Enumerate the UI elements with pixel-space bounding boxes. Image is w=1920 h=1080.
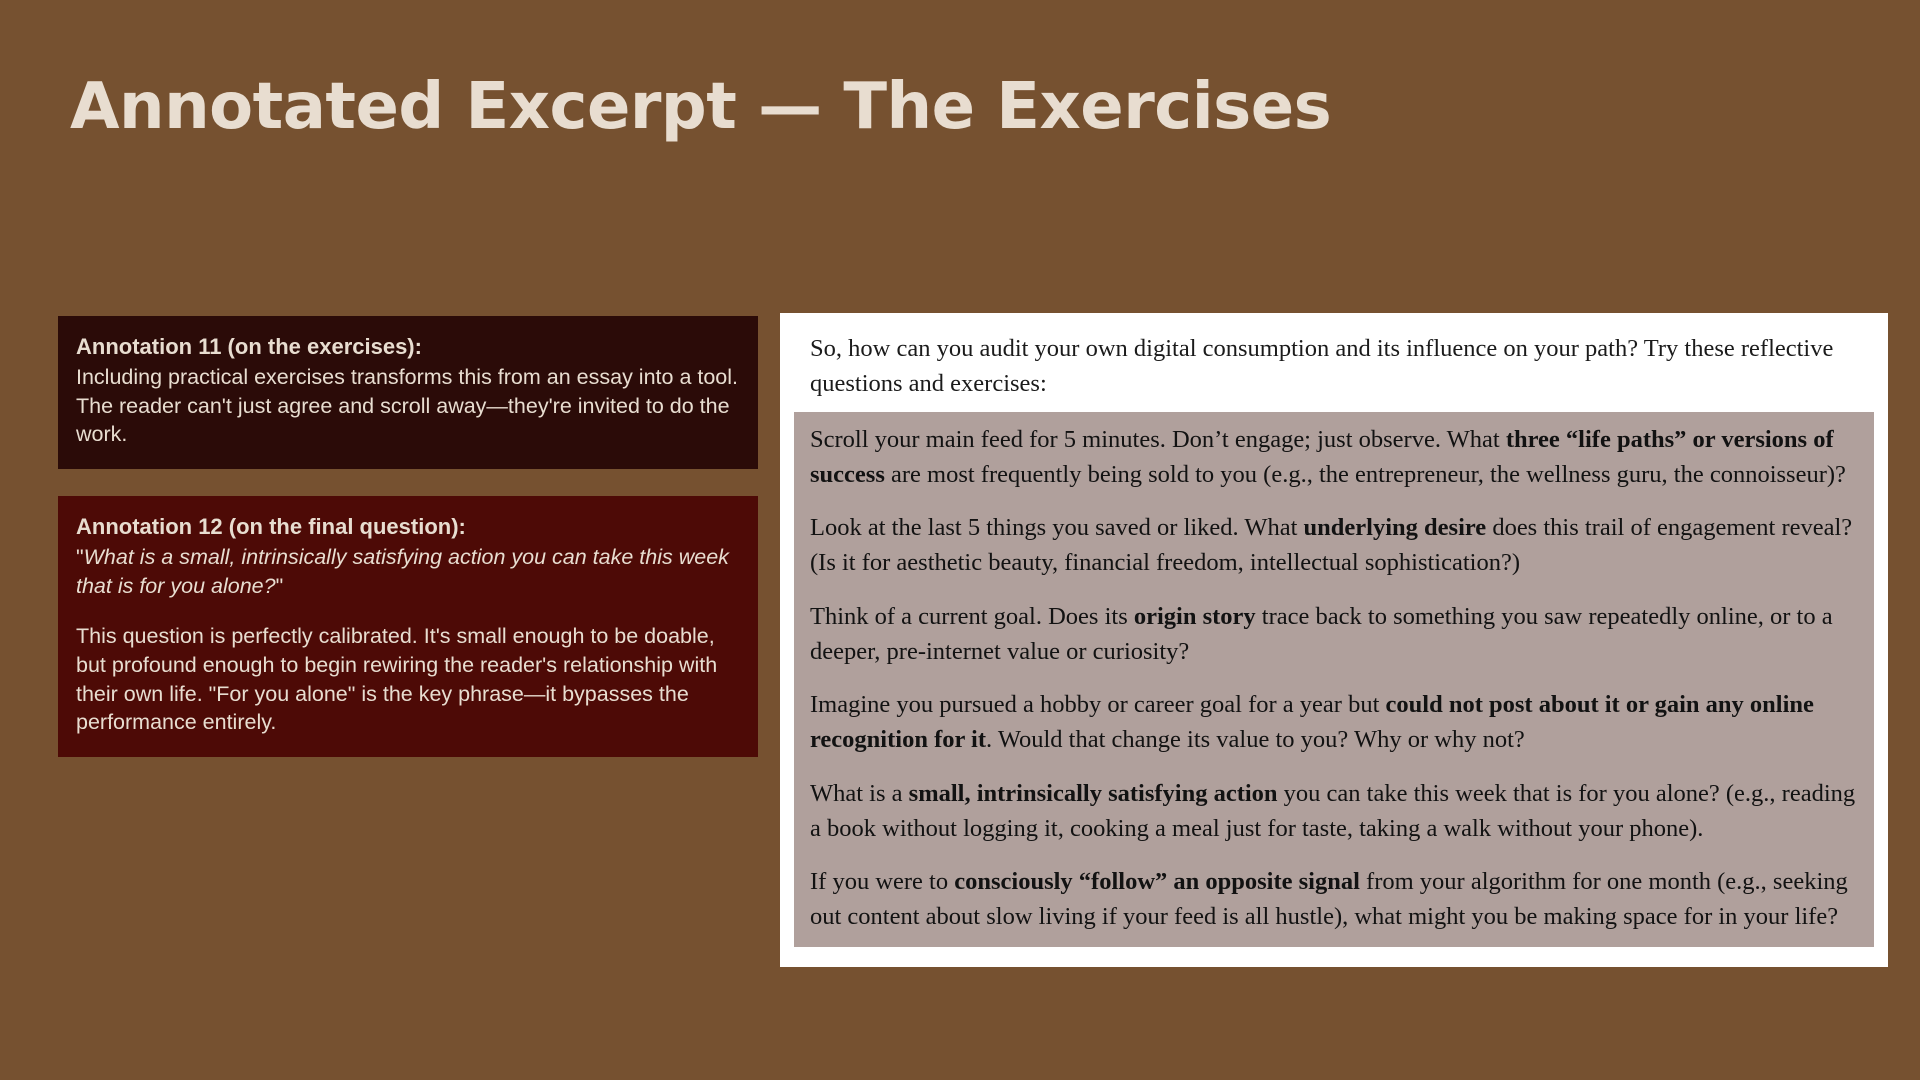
exercise-4-pre: Imagine you pursued a hobby or career goal for a year but <box>810 691 1386 719</box>
exercise-3-post: trace back to something you saw repeatedly online, or to a deeper, pre-internet value or curiosity? <box>810 602 1833 665</box>
exercise-2-post: does this trail of engagement reveal? (Is it for aesthetic beauty, financial freedom, intellectual sophistication?) <box>810 514 1853 577</box>
annotation-11-body: Including practical exercises transforms this from an essay into a tool. The reader can't just agree and scroll away—they're invited to do the work. <box>76 365 739 447</box>
document-panel[interactable] <box>780 313 1888 967</box>
annotation-12-quote-line <box>76 543 740 600</box>
page-title: Annotated Excerpt — The Exercises <box>70 70 1332 144</box>
annotation-12-title: Annotation 12 (on the final question): <box>76 514 466 540</box>
annotation-column <box>58 316 758 757</box>
exercise-item <box>810 599 1856 670</box>
annotation-card-12 <box>58 496 758 757</box>
annotation-11-title: Annotation 11 (on the exercises): <box>76 334 422 359</box>
annotation-12-body: This question is perfectly calibrated. It's small enough to be doable, but profound enough to begin rewiring the reader's relationship with their own life. "For you alone" is the key phrase—it bypasses the performance entirely. <box>76 624 718 735</box>
exercise-item <box>810 687 1856 758</box>
exercise-1-post: are most frequently being sold to you (e.g., the entrepreneur, the wellness guru, the connoisseur)? <box>884 460 1846 488</box>
exercise-3-pre: Think of a current goal. Does its <box>810 602 1134 630</box>
exercise-item <box>810 510 1856 581</box>
exercise-item <box>810 864 1856 935</box>
exercise-4-post: . Would that change its value to you? Why or why not? <box>986 726 1525 754</box>
annotation-12-quote-close: " <box>275 573 284 598</box>
annotation-12-spacer <box>76 600 740 622</box>
exercise-3-bold: origin story <box>1133 602 1256 630</box>
exercise-6-pre: If you were to <box>810 868 955 896</box>
exercise-5-bold: small, intrinsically satisfying action <box>908 779 1278 807</box>
document-highlighted-block <box>794 412 1874 947</box>
annotation-card-11 <box>58 316 758 469</box>
annotation-12-quote-open: " <box>76 545 84 570</box>
exercise-5-post: you can take this week that is for you alone? (e.g., reading a book without logging it, cooking a meal just for taste, taking a walk without your phone). <box>810 779 1856 842</box>
exercise-2-bold: underlying desire <box>1303 514 1487 542</box>
exercise-item <box>810 776 1856 847</box>
document-intro-paragraph: So, how can you audit your own digital consumption and its influence on your path? Try these reflective questions and exercises: <box>810 335 1834 398</box>
exercise-2-pre: Look at the last 5 things you saved or liked. What <box>810 514 1304 542</box>
annotation-12-quote: What is a small, intrinsically satisfying action you can take this week that is for you alone? <box>76 545 729 598</box>
exercise-5-pre: What is a <box>810 779 909 807</box>
exercise-1-pre: Scroll your main feed for 5 minutes. Don’t engage; just observe. What <box>810 425 1506 453</box>
exercise-1-bold: three “life paths” or versions of success <box>810 425 1834 488</box>
exercise-item <box>810 422 1856 493</box>
exercise-6-bold: consciously “follow” an opposite signal <box>954 868 1360 896</box>
exercise-4-bold: could not post about it or gain any online recognition for it <box>810 691 1814 754</box>
exercise-6-post: from your algorithm for one month (e.g., seeking out content about slow living if your feed is all hustle), what might you be making space for in your life? <box>810 868 1848 931</box>
